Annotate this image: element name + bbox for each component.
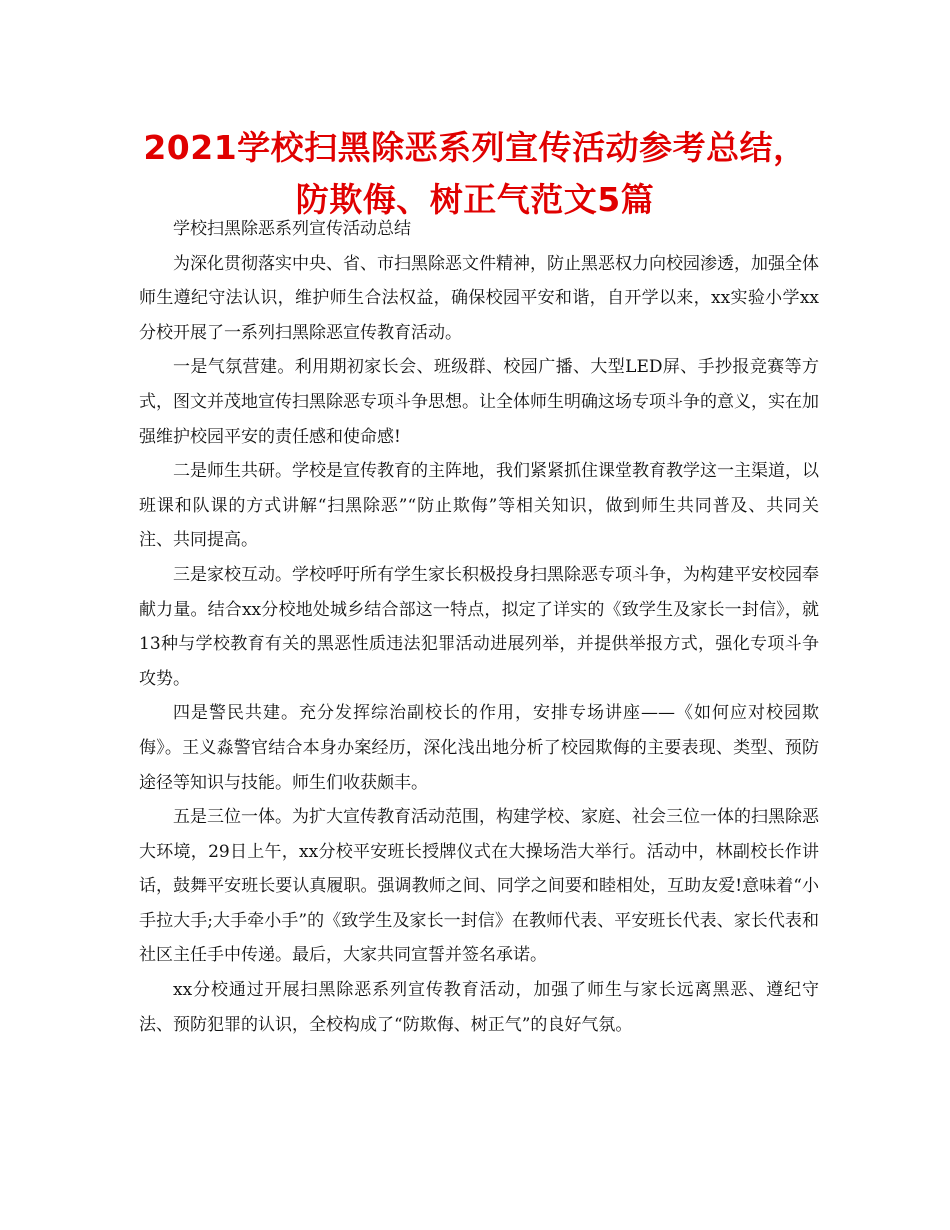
- section-heading: 学校扫黑除恶系列宣传活动总结: [173, 219, 411, 239]
- paragraph-three-in-one: 五是三位一体。为扩大宣传教育活动范围，构建学校、家庭、社会三位一体的扫黑除恶大环境，29日上午，xx分校平安班长授牌仪式在大操场浩大举行。活动中，林副校长作讲话，鼓舞平安班长要认真履职。强调教师之间、同学之间要和睦相处，互助友爱!意味着“小手拉大手;大手牵小手”的《致学生及家长一封信》在教师代表、平安班长代表、家长代表和社区主任手中传递。最后，大家共同宣誓并签名承诺。: [139, 807, 819, 966]
- paragraph-home-school: 三是家校互动。学校呼吁所有学生家长积极投身扫黑除恶专项斗争，为构建平安校园奉献力量。结合xx分校地处城乡结合部这一特点，拟定了详实的《致学生及家长一封信》，就13种与学校教育有关的黑恶性质违法犯罪活动进展列举，并提供举报方式，强化专项斗争攻势。: [139, 564, 819, 689]
- paragraph-atmosphere: 一是气氛营建。利用期初家长会、班级群、校园广播、大型LED屏、手抄报竞赛等方式，图文并茂地宣传扫黑除恶专项斗争思想。让全体师生明确这场专项斗争的意义，实在加强维护校园平安的责任感和使命感!: [139, 357, 819, 447]
- paragraph-teacher-student: 二是师生共研。学校是宣传教育的主阵地，我们紧紧抓住课堂教育教学这一主渠道，以班课和队课的方式讲解“扫黑除恶”“防止欺侮”等相关知识，做到师生共同普及、共同关注、共同提高。: [139, 461, 819, 551]
- document-title: 2021学校扫黑除恶系列宣传活动参考总结，防欺侮、树正气范文5篇: [143, 128, 807, 219]
- paragraph-police-community: 四是警民共建。充分发挥综治副校长的作用，安排专场讲座——《如何应对校园欺侮》。王义淼警官结合本身办案经历，深化浅出地分析了校园欺侮的主要表现、类型、预防途径等知识与技能。师生们收获颇丰。: [139, 703, 819, 793]
- paragraph-intro: 为深化贯彻落实中央、省、市扫黑除恶文件精神，防止黑恶权力向校园渗透，加强全体师生遵纪守法认识，维护师生合法权益，确保校园平安和谐，自开学以来，xx实验小学xx分校开展了一系列扫黑除恶宣传教育活动。: [139, 253, 819, 343]
- paragraph-conclusion: xx分校通过开展扫黑除恶系列宣传教育活动，加强了师生与家长远离黑恶、遵纪守法、预防犯罪的认识，全校构成了“防欺侮、树正气”的良好气氛。: [139, 980, 819, 1035]
- document-body: [139, 212, 819, 1042]
